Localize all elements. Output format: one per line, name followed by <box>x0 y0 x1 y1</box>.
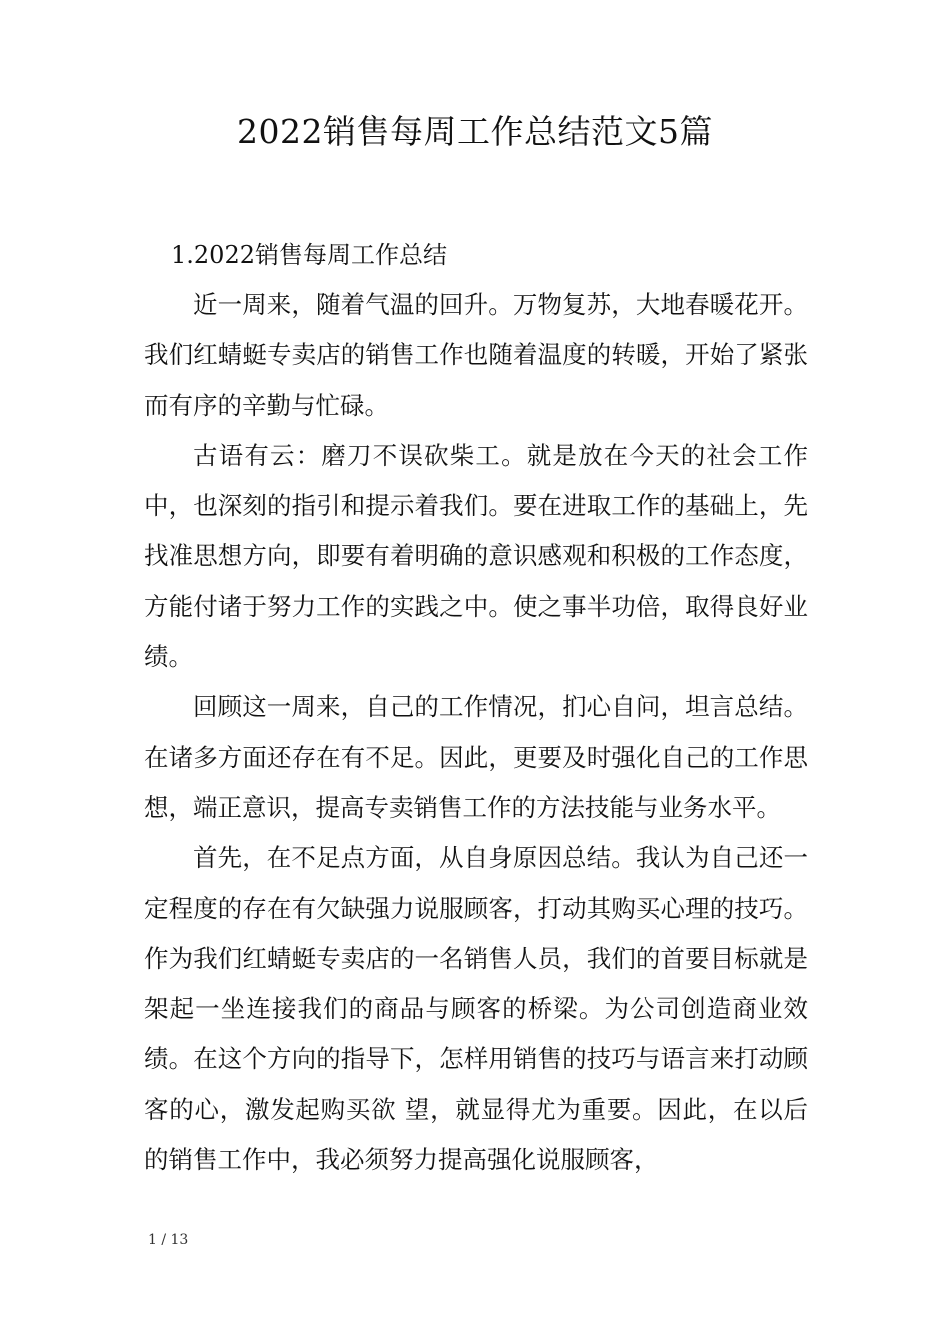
document-title: 2022销售每周工作总结范文5篇 <box>237 112 713 151</box>
document-body <box>144 280 808 1185</box>
paragraph: 首先，在不足点方面，从自身原因总结。我认为自己还一定程度的存在有欠缺强力说服顾客，打动其购买心理的技巧。作为我们红蜻蜓专卖店的一名销售人员，我们的首要目标就是架起一坐连接我们的商品与顾客的桥梁。为公司创造商业效绩。在这个方向的指导下，怎样用销售的技巧与语言来打动顾客的心，激发起购买欲 望，就显得尤为重要。因此，在以后的销售工作中，我必须努力提高强化说服顾客， <box>144 843 808 1175</box>
page-number: 1 / 13 <box>148 1232 189 1248</box>
paragraph: 古语有云：磨刀不误砍柴工。就是放在今天的社会工作中，也深刻的指引和提示着我们。要在进取工作的基础上，先找准思想方向，即要有着明确的意识感观和积极的工作态度，方能付诸于努力工作的实践之中。使之事半功倍，取得良好业绩。 <box>144 440 808 672</box>
section-heading: 1.2022销售每周工作总结 <box>171 241 447 269</box>
paragraph: 回顾这一周来，自己的工作情况，扪心自问，坦言总结。在诸多方面还存在有不足。因此，更要及时强化自己的工作思想，端正意识，提高专卖销售工作的方法技能与业务水平。 <box>144 692 808 822</box>
paragraph: 近一周来，随着气温的回升。万物复苏，大地春暖花开。我们红蜻蜓专卖店的销售工作也随着温度的转暖，开始了紧张而有序的辛勤与忙碌。 <box>144 290 808 420</box>
